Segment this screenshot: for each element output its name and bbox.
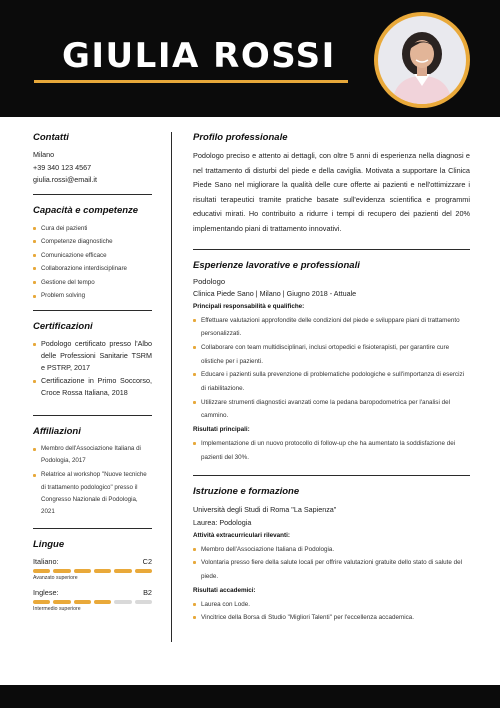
- language-level: B2: [143, 588, 152, 598]
- extracurricular-item: Volontaria presso fiere della salute locali per offrire valutazioni gratuite dello stato di salute del piede.: [193, 556, 470, 583]
- responsibility-item: Utilizzare strumenti diagnostici avanzati come la pedana baropodometrica per l'analisi del cammino.: [193, 396, 470, 423]
- languages-title: Lingue: [33, 539, 65, 551]
- level-segment-filled: [114, 569, 131, 573]
- language-item: [33, 556, 152, 582]
- language-level-bar: [33, 569, 152, 573]
- education-degree: Laurea: Podologia: [193, 517, 252, 527]
- education-school: Università degli Studi di Roma "La Sapienza": [193, 504, 337, 514]
- affiliations-list: [33, 443, 152, 518]
- extracurricular-list: [193, 543, 470, 584]
- footer-band: [0, 685, 500, 708]
- certifications-title: Certificazioni: [33, 321, 93, 333]
- language-item: [33, 587, 152, 613]
- academic-result-item: Vincitrice della Borsa di Studio "Migliori Talenti" per l'eccellenza accademica.: [193, 611, 470, 625]
- level-segment-empty: [114, 600, 131, 604]
- level-segment-filled: [33, 569, 50, 573]
- extracurricular-item: Membro dell'Associazione Italiana di Podologia.: [193, 543, 470, 557]
- skills-title: Capacità e competenze: [33, 204, 139, 216]
- level-segment-filled: [74, 600, 91, 604]
- skill-item: Gestione del tempo: [33, 276, 152, 290]
- contacts-title: Contatti: [33, 132, 69, 143]
- candidate-name: GIULIA ROSSI: [62, 36, 336, 76]
- level-segment-filled: [94, 600, 111, 604]
- affiliation-item: Membro dell'Associazione Italiana di Podologia, 2017: [33, 443, 152, 467]
- section-divider: [33, 310, 152, 311]
- level-segment-filled: [74, 569, 91, 573]
- skill-item: Comunicazione efficace: [33, 249, 152, 263]
- certification-item: Podologo certificato presso l'Albo delle Professioni Sanitarie TSRM e PSTRP, 2017: [33, 338, 152, 375]
- language-level-note: Intermedio superiore: [33, 606, 81, 613]
- responsibility-item: Effettuare valutazioni approfondite delle condizioni del piede e sviluppare piani di trattamento personalizzati.: [193, 314, 470, 341]
- language-level: C2: [142, 557, 152, 567]
- affiliation-item: Relatrice al workshop "Nuove tecniche di trattamento podologico" presso il Congresso Nazionale di Podologia, 2021: [33, 469, 152, 518]
- section-divider: [33, 415, 152, 416]
- skills-list: [33, 222, 152, 304]
- skill-item: Collaborazione interdisciplinare: [33, 262, 152, 276]
- language-level-bar: [33, 600, 152, 604]
- section-divider: [33, 194, 152, 195]
- extracurricular-heading: Attività extracurriculari rilevanti:: [193, 531, 290, 539]
- contact-city: Milano: [33, 150, 55, 159]
- level-segment-filled: [135, 569, 152, 573]
- profile-photo: [374, 12, 470, 108]
- level-segment-filled: [53, 600, 70, 604]
- result-item: Implementazione di un nuovo protocollo di follow-up che ha aumentato la soddisfazione dei pazienti del 30%.: [193, 437, 470, 464]
- skill-item: Problem solving: [33, 289, 152, 303]
- responsibilities-list: [193, 314, 470, 424]
- right-column: [193, 132, 470, 625]
- language-name: Inglese:: [33, 588, 59, 598]
- level-segment-filled: [94, 569, 111, 573]
- job-meta: Clinica Piede Sano | Milano | Giugno 2018 - Attuale: [193, 288, 357, 298]
- level-segment-filled: [53, 569, 70, 573]
- language-name: Italiano:: [33, 557, 59, 567]
- left-column: [33, 132, 152, 618]
- results-heading: Risultati principali:: [193, 426, 250, 434]
- name-underline: [34, 80, 348, 83]
- responsibility-item: Educare i pazienti sulla prevenzione di problematiche podologiche e sull'importanza di esercizi di riabilitazione.: [193, 368, 470, 395]
- contact-email: giulia.rossi@email.it: [33, 175, 98, 184]
- affiliations-title: Affiliazioni: [33, 426, 81, 438]
- section-divider: [33, 528, 152, 529]
- certification-item: Certificazione in Primo Soccorso, Croce Rossa Italiana, 2018: [33, 375, 152, 399]
- section-divider: [193, 249, 470, 250]
- responsibilities-heading: Principali responsabilità e qualifiche:: [193, 302, 305, 310]
- profile-title: Profilo professionale: [193, 132, 288, 143]
- language-level-note: Avanzato superiore: [33, 575, 78, 582]
- profile-photo-image: [378, 16, 466, 104]
- skill-item: Cura dei pazienti: [33, 222, 152, 236]
- skill-item: Competenze diagnostiche: [33, 235, 152, 249]
- certifications-list: [33, 338, 152, 399]
- header-band: [0, 0, 500, 117]
- education-title: Istruzione e formazione: [193, 485, 300, 497]
- section-divider: [193, 475, 470, 476]
- level-segment-empty: [135, 600, 152, 604]
- job-title: Podologo: [193, 276, 226, 286]
- level-segment-filled: [33, 600, 50, 604]
- responsibility-item: Collaborare con team multidisciplinari, inclusi ortopedici e fisioterapisti, per garantire cure olistiche per i pazienti.: [193, 341, 470, 368]
- academic-results-heading: Risultati accademici:: [193, 586, 256, 594]
- academic-result-item: Laurea con Lode.: [193, 598, 470, 612]
- results-list: [193, 437, 470, 464]
- profile-text: Podologo preciso e attento ai dettagli, con oltre 5 anni di esperienza nella diagnosi e nel trattamento di disturbi del piede e della caviglia. Motivata a supportare la Clinica Piede Sano nel migliorare la qualità delle cure offerte ai pazienti e nell'ottimizzare i risultati terapeutici tramite pratiche basate sull'evidenza scientifica e programmi educativi mirati. Ho contribuito a ridurre i tempi di recupero dei pazienti del 20% implementando piani di trattamento innovativi.: [193, 151, 470, 233]
- academic-results-list: [193, 598, 470, 625]
- contact-phone: +39 340 123 4567: [33, 162, 92, 172]
- experience-title: Esperienze lavorative e professionali: [193, 259, 360, 271]
- column-divider: [171, 132, 172, 642]
